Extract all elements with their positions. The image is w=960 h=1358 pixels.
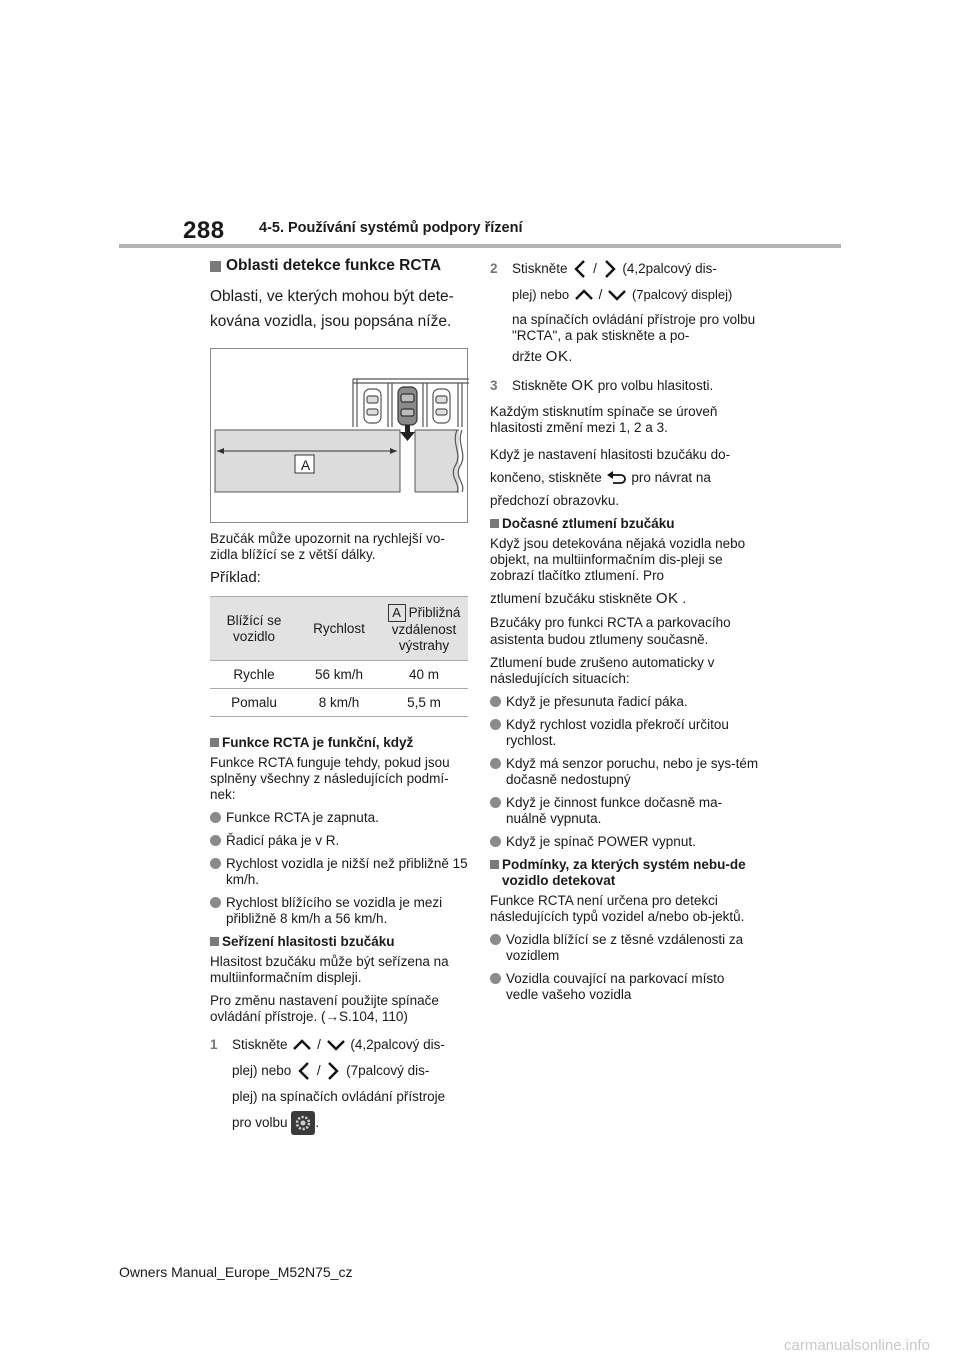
figure-label-a: A xyxy=(300,457,311,473)
left-column xyxy=(210,256,472,1144)
chevron-left-icon xyxy=(571,258,589,280)
parked-car-left xyxy=(364,389,381,423)
table-cell: 5,5 m xyxy=(380,689,468,717)
chevron-right-icon xyxy=(324,1060,342,1082)
square-bullet-icon xyxy=(210,738,219,747)
table-cell: 56 km/h xyxy=(298,661,380,689)
list-item: Řadicí páka je v R. xyxy=(210,833,472,849)
heading-undetected-conditions: Podmínky, za kterých systém nebu-de vozidlo detekovat xyxy=(490,857,760,889)
heading-temporary-mute: Dočasné ztlumení bzučáku xyxy=(490,516,760,532)
step-2: 2 Stiskněte / (4,2palcový dis- plej) nebo / (7palcový displej) na spínačích ovládání přístroje pro volbu "RCTA", a pak stiskněte a po- držte OK. xyxy=(490,256,760,370)
ok-icon: OK xyxy=(571,377,594,394)
page-number: 288 xyxy=(183,217,225,244)
circle-bullet-icon xyxy=(490,719,501,730)
circle-bullet-icon xyxy=(490,696,501,707)
mute-text-2: Bzučáky pro funkci RCTA a parkovacího asistenta budou ztlumeny současně. xyxy=(490,615,731,647)
list-item: Když je činnost funkce dočasně ma-nuálně vypnuta. xyxy=(490,795,760,827)
step-3: 3 Stiskněte OK pro volbu hlasitosti. xyxy=(490,377,714,394)
volume-text-1: Hlasitost bzučáku může být seřízena na multiinformačním displeji. xyxy=(210,954,449,985)
list-item: Rychlost vozidla je nižší než přibližně 15 km/h. xyxy=(210,856,472,888)
step-number: 1 xyxy=(210,1037,218,1052)
mute-text-1: Když jsou detekována nějaká vozidla nebo objekt, na multiinformačním dis-pleji se zobrazí tlačítko ztlumení. Pro xyxy=(490,536,746,583)
chevron-left-icon xyxy=(295,1060,313,1082)
section-title: 4-5. Používání systémů podpory řízení xyxy=(259,220,523,236)
list-item: Když rychlost vozidla překročí určitou rychlost. xyxy=(490,717,760,749)
volume-levels-text: Každým stisknutím spínače se úroveň hlasitosti změní mezi 1, 2 a 3. xyxy=(490,404,718,435)
mute-text-1b: ztlumení bzučáku stiskněte OK . xyxy=(490,590,687,607)
circle-bullet-icon xyxy=(210,858,221,869)
heading-volume-adjustment: Seřízení hlasitosti bzučáku xyxy=(210,934,472,950)
parked-car-right xyxy=(433,389,450,423)
detection-area-figure xyxy=(210,348,468,523)
heading-detection-areas: Oblasti detekce funkce RCTA xyxy=(210,256,472,276)
footer-manual-id: Owners Manual_Europe_M52N75_cz xyxy=(119,1264,353,1280)
chevron-right-icon xyxy=(601,258,619,280)
chevron-up-icon xyxy=(573,288,595,302)
list-item: Vozidla blížící se z těsné vzdálenosti za vozidlem xyxy=(490,932,760,964)
back-arrow-icon xyxy=(606,470,628,486)
header-rule xyxy=(119,244,841,248)
chevron-down-icon xyxy=(606,288,628,302)
square-bullet-icon xyxy=(490,860,499,869)
volume-text-2: Pro změnu nastavení použijte spínače ovládání přístroje. (→S.104, 110) xyxy=(210,993,439,1024)
return-text: Když je nastavení hlasitosti bzučáku do- končeno, stiskněte pro návrat na předchozí obrazovku. xyxy=(490,447,731,508)
table-header-row xyxy=(210,597,468,661)
right-column xyxy=(490,256,760,1010)
distance-table xyxy=(210,596,468,717)
table-header: A Přibližná vzdálenost výstrahy xyxy=(380,597,468,661)
intro-text: Oblasti, ve kterých mohou být dete-kována vozidla, jsou popsána níže. xyxy=(210,288,454,330)
circle-bullet-icon xyxy=(490,758,501,769)
list-item: Když je přesunuta řadicí páka. xyxy=(490,694,760,710)
chevron-down-icon xyxy=(325,1038,347,1052)
circle-bullet-icon xyxy=(490,797,501,808)
circle-bullet-icon xyxy=(210,812,221,823)
list-item: Když má senzor poruchu, nebo je sys-tém dočasně nedostupný xyxy=(490,756,760,788)
square-bullet-icon xyxy=(210,261,221,272)
settings-gear-icon xyxy=(291,1111,315,1135)
circle-bullet-icon xyxy=(490,836,501,847)
circle-bullet-icon xyxy=(490,934,501,945)
table-header: Rychlost xyxy=(298,597,380,661)
own-car xyxy=(398,387,417,425)
table-row xyxy=(210,689,468,717)
list-item: Když je spínač POWER vypnut. xyxy=(490,834,760,850)
table-cell: 8 km/h xyxy=(298,689,380,717)
step-1: 1 Stiskněte / (4,2palcový dis- plej) nebo / (7palcový dis- plej) na spínačích ovládání přístroje pro volbu . xyxy=(210,1032,472,1136)
square-bullet-icon xyxy=(490,519,499,528)
parking-diagram xyxy=(211,349,469,524)
ok-icon: OK xyxy=(545,348,569,365)
undetected-text: Funkce RCTA není určena pro detekci následujících typů vozidel a/nebo ob-jektů. xyxy=(490,893,745,924)
table-cell: Pomalu xyxy=(210,689,298,717)
circle-bullet-icon xyxy=(210,835,221,846)
table-cell: Rychle xyxy=(210,661,298,689)
example-label: Příklad: xyxy=(210,569,261,586)
list-item: Funkce RCTA je zapnuta. xyxy=(210,810,472,826)
watermark: carmanualsonline.info xyxy=(784,1337,930,1354)
detection-area-right xyxy=(415,430,459,492)
ok-icon: OK xyxy=(655,590,679,607)
table-row xyxy=(210,661,468,689)
list-item: Rychlost blížícího se vozidla je mezi přibližně 8 km/h a 56 km/h. xyxy=(210,895,472,927)
mute-text-3: Ztlumení bude zrušeno automaticky v následujících situacích: xyxy=(490,655,715,686)
circle-bullet-icon xyxy=(490,973,501,984)
circle-bullet-icon xyxy=(210,897,221,908)
list-item: Vozidla couvající na parkovací místo vedle vašeho vozidla xyxy=(490,971,760,1003)
table-header: Blížící se vozidlo xyxy=(210,597,298,661)
square-bullet-icon xyxy=(210,937,219,946)
table-cell: 40 m xyxy=(380,661,468,689)
heading-rcta-functional: Funkce RCTA je funkční, když xyxy=(210,735,472,751)
step-number: 3 xyxy=(490,378,498,393)
step-number: 2 xyxy=(490,261,498,276)
reverse-arrow-icon xyxy=(400,425,415,441)
rcta-functional-text: Funkce RCTA funguje tehdy, pokud jsou splněny všechny z následujících podmí-nek: xyxy=(210,755,450,802)
figure-caption: Bzučák může upozornit na rychlejší vo-zidla blížící se z větší dálky. xyxy=(210,531,445,562)
chevron-up-icon xyxy=(291,1038,313,1052)
label-a-mark: A xyxy=(388,604,406,622)
